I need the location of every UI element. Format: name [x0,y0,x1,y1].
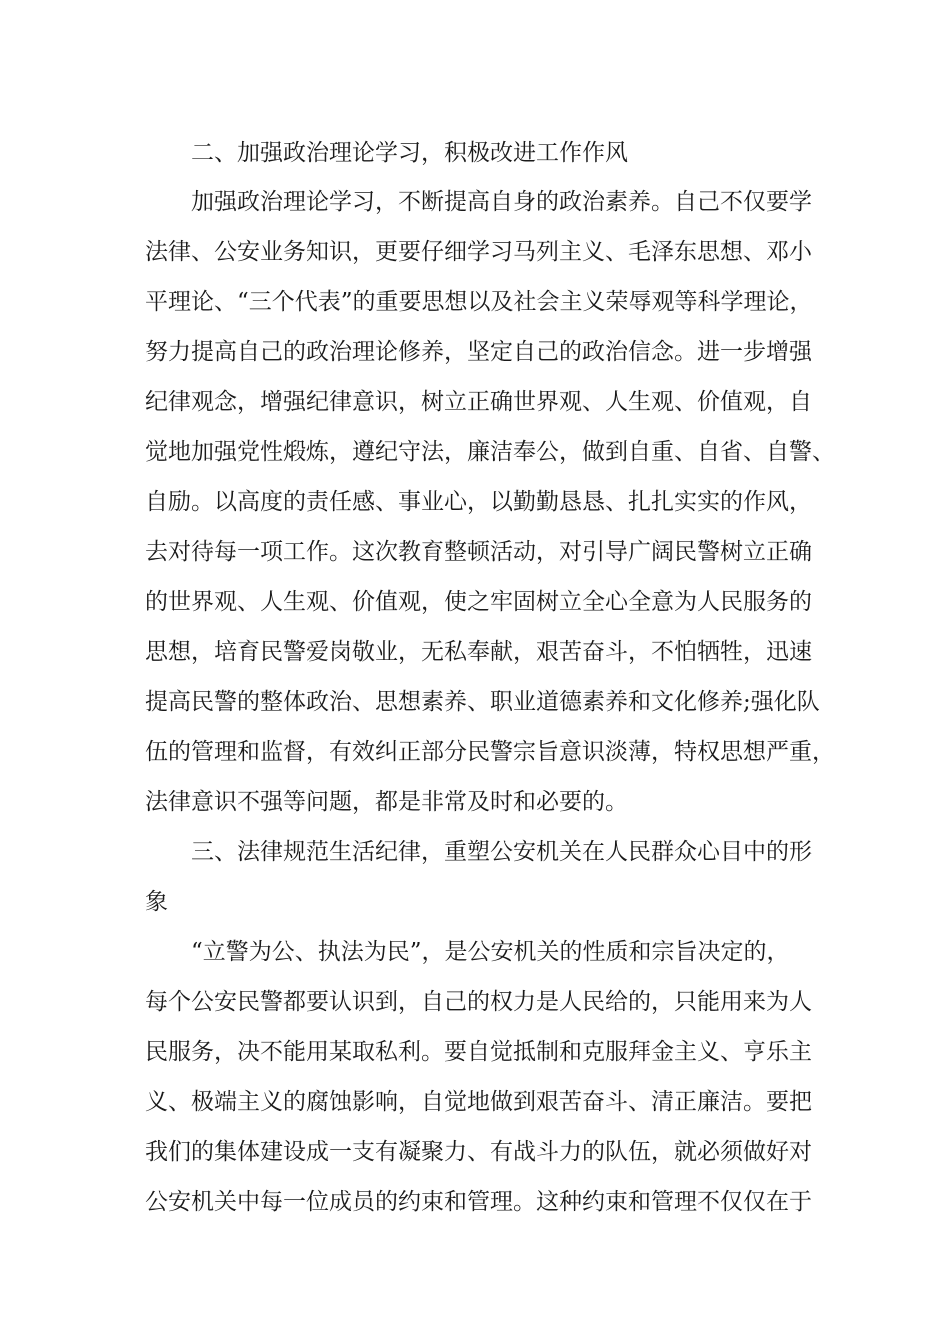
paragraph-line: 法律意识不强等问题，都是非常及时和必要的。 [145,789,628,815]
paragraph-line: 思想，培育民警爱岗敬业，无私奉献，艰苦奋斗，不怕牺牲，迅速 [145,639,812,665]
paragraph-line: 我们的集体建设成一支有凝聚力、有战斗力的队伍，就必须做好对 [145,1139,812,1165]
section-heading-3-continued: 象 [145,889,168,915]
paragraph-line: 平理论、“三个代表”的重要思想以及社会主义荣辱观等科学理论， [145,289,813,315]
paragraph-line: 公安机关中每一位成员的约束和管理。这种约束和管理不仅仅在于 [145,1189,812,1215]
paragraph-line: 努力提高自己的政治理论修养，坚定自己的政治信念。进一步增强 [145,339,812,365]
paragraph-line: 觉地加强党性煅炼，遵纪守法，廉洁奉公，做到自重、自省、自警、 [145,439,835,465]
paragraph-line: 民服务，决不能用某取私利。要自觉抵制和克服拜金主义、亨乐主 [145,1039,812,1065]
paragraph-line: 每个公安民警都要认识到，自己的权力是人民给的，只能用来为人 [145,989,812,1015]
paragraph-line: 提高民警的整体政治、思想素养、职业道德素养和文化修养;强化队 [145,689,820,715]
paragraph-line: 伍的管理和监督，有效纠正部分民警宗旨意识淡薄，特权思想严重， [145,739,835,765]
paragraph-line: 自励。以高度的责任感、事业心，以勤勤恳恳、扎扎实实的作风， [145,489,812,515]
paragraph-line: “立警为公、执法为民”，是公安机关的性质和宗旨决定的， [191,939,790,965]
paragraph-line: 纪律观念，增强纪律意识，树立正确世界观、人生观、价值观，自 [145,389,812,415]
section-heading-2: 二、加强政治理论学习，积极改进工作作风 [191,140,628,166]
paragraph-line: 法律、公安业务知识，更要仔细学习马列主义、毛泽东思想、邓小 [145,239,812,265]
paragraph-line: 的世界观、人生观、价值观，使之牢固树立全心全意为人民服务的 [145,589,812,615]
paragraph-line: 加强政治理论学习，不断提高自身的政治素养。自己不仅要学 [191,189,812,215]
paragraph-line: 义、极端主义的腐蚀影响，自觉地做到艰苦奋斗、清正廉洁。要把 [145,1089,812,1115]
section-heading-3: 三、法律规范生活纪律，重塑公安机关在人民群众心目中的形 [191,839,812,865]
paragraph-line: 去对待每一项工作。这次教育整顿活动，对引导广阔民警树立正确 [145,539,812,565]
